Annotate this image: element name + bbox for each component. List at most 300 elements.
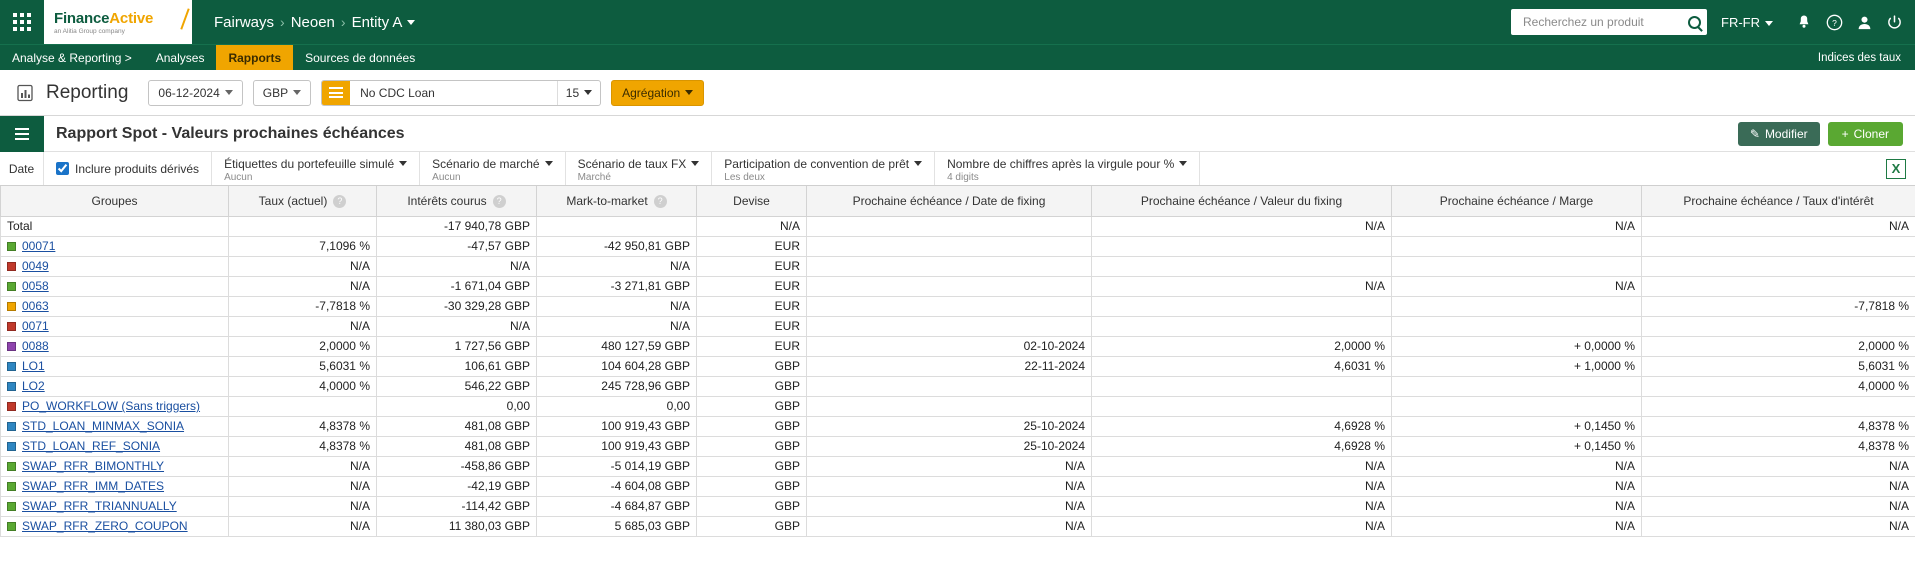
cell-mark-to-market: 245 728,96 GBP	[537, 376, 697, 396]
cell-mark-to-market: N/A	[537, 296, 697, 316]
group-color-swatch	[7, 382, 16, 391]
logo-main-part: Finance	[54, 9, 110, 27]
report-title: Rapport Spot - Valeurs prochaines échéances	[56, 124, 405, 142]
breadcrumb-separator: ›	[340, 14, 346, 30]
cell-taux-interet	[1642, 236, 1915, 256]
cell-devise: GBP	[697, 416, 807, 436]
group-color-swatch	[7, 362, 16, 371]
cell-marge: N/A	[1392, 476, 1642, 496]
cell-interets-courus: -47,57 GBP	[377, 236, 537, 256]
cell-marge: + 0,1450 %	[1392, 436, 1642, 456]
cell-mark-to-market: N/A	[537, 256, 697, 276]
breadcrumb-item-neoen[interactable]: Neoen	[290, 13, 335, 31]
apps-grid-icon[interactable]	[0, 0, 44, 44]
cell-valeur-du-fixing	[1092, 316, 1392, 336]
cell-mark-to-market: 0,00	[537, 396, 697, 416]
cell-devise: EUR	[697, 336, 807, 356]
include-derivatives-label: Inclure produits dérivés	[75, 161, 200, 176]
chevron-down-icon	[685, 90, 693, 95]
chevron-down-icon	[1765, 21, 1773, 26]
include-derivatives-filter[interactable]	[44, 152, 212, 185]
cell-groupe	[1, 376, 229, 396]
cell-mark-to-market	[537, 216, 697, 236]
group-color-swatch	[7, 402, 16, 411]
cell-taux-actuel: N/A	[229, 316, 377, 336]
cell-interets-courus: 0,00	[377, 396, 537, 416]
cell-date-de-fixing: 22-11-2024	[807, 356, 1092, 376]
filter-market-scenario[interactable]	[420, 152, 565, 185]
clone-label: Cloner	[1853, 126, 1889, 141]
nav-section-analyse-reporting[interactable]: Analyse & Reporting >	[12, 50, 132, 65]
cell-marge: + 1,0000 %	[1392, 356, 1642, 376]
report-header	[0, 116, 1915, 152]
top-bar-right	[1511, 0, 1915, 44]
cell-groupe	[1, 336, 229, 356]
cell-taux-actuel: N/A	[229, 496, 377, 516]
cell-interets-courus: -1 671,04 GBP	[377, 276, 537, 296]
filter-menu-icon[interactable]	[322, 81, 350, 105]
svg-text:?: ?	[1831, 17, 1837, 28]
cell-devise: GBP	[697, 376, 807, 396]
cell-taux-actuel: N/A	[229, 476, 377, 496]
table-row[interactable]	[1, 356, 1915, 376]
group-color-swatch	[7, 462, 16, 471]
logo-subtitle: an Alitia Group company	[54, 27, 125, 35]
group-color-swatch	[7, 322, 16, 331]
cell-valeur-du-fixing	[1092, 296, 1392, 316]
cell-mark-to-market: 100 919,43 GBP	[537, 436, 697, 456]
filter-fx-scenario-value: Marché	[577, 171, 611, 183]
logo[interactable]	[44, 0, 192, 44]
group-link[interactable]: SWAP_RFR_IMM_DATES	[22, 479, 165, 493]
breadcrumb-item-entity[interactable]	[352, 14, 416, 31]
column-label: Prochaine échéance / Date de fixing	[852, 193, 1046, 208]
page-title: Reporting	[46, 81, 129, 103]
filter-portfolio-tags-label: Étiquettes du portefeuille simulé	[224, 156, 395, 171]
help-icon[interactable]: ?	[333, 195, 346, 208]
cell-devise: GBP	[697, 476, 807, 496]
cell-taux-actuel: N/A	[229, 516, 377, 536]
breadcrumb-item-fairways[interactable]: Fairways	[214, 13, 275, 31]
include-derivatives-checkbox[interactable]	[56, 162, 69, 175]
excel-icon: X	[1886, 159, 1906, 179]
cell-taux-actuel: N/A	[229, 256, 377, 276]
modify-button[interactable]	[1738, 122, 1820, 146]
cell-taux-actuel: N/A	[229, 456, 377, 476]
cell-groupe	[1, 216, 229, 236]
cell-interets-courus: -42,19 GBP	[377, 476, 537, 496]
table-row[interactable]	[1, 316, 1915, 336]
chevron-down-icon	[1179, 161, 1187, 166]
cell-marge	[1392, 376, 1642, 396]
table-row[interactable]	[1, 216, 1915, 236]
cell-taux-interet: 4,0000 %	[1642, 376, 1915, 396]
cell-interets-courus: 481,08 GBP	[377, 416, 537, 436]
aggregation-button[interactable]	[611, 80, 704, 106]
cell-interets-courus: 11 380,03 GBP	[377, 516, 537, 536]
cell-valeur-du-fixing: 2,0000 %	[1092, 336, 1392, 356]
help-icon[interactable]: ?	[493, 195, 506, 208]
language-label: FR-FR	[1721, 14, 1760, 30]
group-link[interactable]: 0049	[22, 259, 49, 273]
filter-market-scenario-label: Scénario de marché	[432, 156, 540, 171]
date-value: 06-12-2024	[158, 85, 220, 100]
export-excel-button[interactable]	[1877, 152, 1915, 185]
table-row[interactable]	[1, 516, 1915, 536]
table-row[interactable]	[1, 276, 1915, 296]
column-header-interets-courus[interactable]	[377, 186, 537, 216]
cell-valeur-du-fixing: N/A	[1092, 216, 1392, 236]
cell-devise: N/A	[697, 216, 807, 236]
cell-devise: GBP	[697, 396, 807, 416]
cell-devise: EUR	[697, 276, 807, 296]
column-header-marge[interactable]	[1392, 186, 1642, 216]
cell-mark-to-market: -5 014,19 GBP	[537, 456, 697, 476]
cell-taux-interet: 4,8378 %	[1642, 416, 1915, 436]
cell-date-de-fixing	[807, 276, 1092, 296]
nav-item-sources-de-donnees[interactable]: Sources de données	[305, 50, 416, 65]
cell-date-de-fixing: 25-10-2024	[807, 416, 1092, 436]
group-link[interactable]: STD_LOAN_MINMAX_SONIA	[22, 419, 185, 433]
cell-date-de-fixing: 25-10-2024	[807, 436, 1092, 456]
cell-valeur-du-fixing	[1092, 396, 1392, 416]
group-color-swatch	[7, 502, 16, 511]
cell-groupe	[1, 516, 229, 536]
group-link[interactable]: SWAP_RFR_TRIANNUALLY	[22, 499, 177, 513]
top-bar	[0, 0, 1915, 44]
group-color-swatch	[7, 522, 16, 531]
cell-marge: N/A	[1392, 276, 1642, 296]
table-row[interactable]	[1, 456, 1915, 476]
nav-item-rapports[interactable]: Rapports	[216, 45, 293, 70]
cell-marge	[1392, 396, 1642, 416]
cell-interets-courus: 481,08 GBP	[377, 436, 537, 456]
group-link[interactable]: 0063	[22, 299, 49, 313]
column-label: Devise	[733, 193, 770, 208]
date-selector[interactable]	[148, 80, 242, 106]
search-input[interactable]	[1521, 14, 1688, 30]
cell-groupe	[1, 456, 229, 476]
column-label: Mark-to-market	[566, 193, 648, 208]
cell-marge	[1392, 296, 1642, 316]
cell-groupe	[1, 436, 229, 456]
group-link[interactable]: 0088	[22, 339, 49, 353]
column-label: Prochaine échéance / Taux d'intérêt	[1683, 193, 1874, 208]
cell-taux-actuel	[229, 216, 377, 236]
column-label: Prochaine échéance / Valeur du fixing	[1140, 193, 1343, 208]
report-document-icon	[14, 82, 36, 104]
cell-taux-interet: 5,6031 %	[1642, 356, 1915, 376]
cell-taux-actuel: 2,0000 %	[229, 336, 377, 356]
currency-value: GBP	[262, 85, 289, 100]
table-row[interactable]	[1, 436, 1915, 456]
filter-decimal-digits-value: 4 digits	[947, 171, 979, 183]
column-header-valeur-du-fixing[interactable]	[1092, 186, 1392, 216]
column-header-mark-to-market[interactable]	[537, 186, 697, 216]
cell-taux-interet	[1642, 256, 1915, 276]
table-row[interactable]	[1, 476, 1915, 496]
cell-groupe	[1, 296, 229, 316]
cell-taux-actuel: N/A	[229, 276, 377, 296]
cell-taux-actuel: 4,0000 %	[229, 376, 377, 396]
report-list-toggle[interactable]	[0, 116, 44, 152]
cell-marge: N/A	[1392, 456, 1642, 476]
group-color-swatch	[7, 482, 16, 491]
column-header-taux-actuel[interactable]	[229, 186, 377, 216]
cell-interets-courus: -114,42 GBP	[377, 496, 537, 516]
cell-valeur-du-fixing	[1092, 256, 1392, 276]
table-header-row	[1, 186, 1915, 216]
search-box[interactable]	[1511, 9, 1707, 35]
cell-mark-to-market: -4 684,87 GBP	[537, 496, 697, 516]
currency-selector[interactable]	[253, 80, 311, 106]
group-link[interactable]: SWAP_RFR_ZERO_COUPON	[22, 519, 188, 533]
chevron-down-icon	[293, 90, 301, 95]
report-table-container	[0, 186, 1915, 537]
cell-date-de-fixing	[807, 396, 1092, 416]
cell-date-de-fixing: N/A	[807, 476, 1092, 496]
cell-mark-to-market: 104 604,28 GBP	[537, 356, 697, 376]
modify-label: Modifier	[1764, 126, 1808, 141]
cell-valeur-du-fixing: N/A	[1092, 456, 1392, 476]
logo-accent-part: Active	[109, 9, 154, 27]
table-body	[1, 216, 1915, 536]
cell-devise: GBP	[697, 516, 807, 536]
main-nav	[0, 44, 1915, 70]
cell-valeur-du-fixing	[1092, 376, 1392, 396]
cell-taux-interet: 2,0000 %	[1642, 336, 1915, 356]
cell-taux-interet: -7,7818 %	[1642, 296, 1915, 316]
filter-count-value: 15	[565, 85, 580, 100]
chevron-down-icon	[545, 161, 553, 166]
cell-marge: N/A	[1392, 516, 1642, 536]
cell-valeur-du-fixing: N/A	[1092, 476, 1392, 496]
power-icon[interactable]	[1879, 0, 1909, 44]
cell-groupe	[1, 276, 229, 296]
table-row[interactable]	[1, 496, 1915, 516]
column-header-devise[interactable]	[697, 186, 807, 216]
cell-mark-to-market: -3 271,81 GBP	[537, 276, 697, 296]
cell-interets-courus: N/A	[377, 316, 537, 336]
cell-taux-interet: 4,8378 %	[1642, 436, 1915, 456]
filter-fx-scenario-label: Scénario de taux FX	[577, 156, 687, 171]
cell-interets-courus: -30 329,28 GBP	[377, 296, 537, 316]
filter-count-selector[interactable]	[557, 81, 600, 105]
cell-devise: GBP	[697, 456, 807, 476]
help-icon[interactable]	[1819, 0, 1849, 44]
cell-groupe	[1, 476, 229, 496]
column-label: Intérêts courus	[407, 193, 487, 208]
filter-strip	[0, 152, 1915, 186]
table-row[interactable]	[1, 336, 1915, 356]
breadcrumb	[214, 14, 415, 31]
chevron-down-icon	[399, 161, 407, 166]
cell-valeur-du-fixing	[1092, 236, 1392, 256]
cell-date-de-fixing: 02-10-2024	[807, 336, 1092, 356]
cell-date-de-fixing	[807, 376, 1092, 396]
chevron-down-icon	[914, 161, 922, 166]
cell-taux-actuel: 4,8378 %	[229, 436, 377, 456]
column-header-groupes[interactable]	[1, 186, 229, 216]
group-link[interactable]: LO1	[22, 359, 45, 373]
column-label: Groupes	[91, 193, 138, 208]
language-selector[interactable]	[1721, 15, 1773, 30]
cell-mark-to-market: 100 919,43 GBP	[537, 416, 697, 436]
group-link[interactable]: 0071	[22, 319, 49, 333]
cell-taux-interet: N/A	[1642, 476, 1915, 496]
cell-interets-courus: 106,61 GBP	[377, 356, 537, 376]
plus-icon: +	[1841, 126, 1849, 141]
cell-taux-interet	[1642, 276, 1915, 296]
column-label: Taux (actuel)	[258, 193, 328, 208]
cell-mark-to-market: N/A	[537, 316, 697, 336]
filter-loan-agreement-value: Les deux	[724, 171, 765, 183]
breadcrumb-entity-label: Entity A	[351, 13, 403, 31]
cell-marge: + 0,1450 %	[1392, 416, 1642, 436]
cell-valeur-du-fixing: 4,6928 %	[1092, 436, 1392, 456]
cell-devise: EUR	[697, 296, 807, 316]
cell-taux-actuel: 4,8378 %	[229, 416, 377, 436]
group-link[interactable]: PO_WORKFLOW (Sans triggers)	[22, 399, 201, 413]
cell-mark-to-market: -42 950,81 GBP	[537, 236, 697, 256]
cell-interets-courus: -17 940,78 GBP	[377, 216, 537, 236]
clone-button[interactable]	[1828, 122, 1903, 146]
cell-valeur-du-fixing: N/A	[1092, 496, 1392, 516]
group-link[interactable]: 0058	[22, 279, 49, 293]
group-color-swatch	[7, 442, 16, 451]
cell-mark-to-market: 5 685,03 GBP	[537, 516, 697, 536]
cell-valeur-du-fixing: N/A	[1092, 516, 1392, 536]
table-row[interactable]	[1, 296, 1915, 316]
table-row[interactable]	[1, 236, 1915, 256]
group-color-swatch	[7, 302, 16, 311]
cell-valeur-du-fixing: N/A	[1092, 276, 1392, 296]
cell-marge	[1392, 316, 1642, 336]
filter-loan-agreement-label: Participation de convention de prêt	[724, 156, 910, 171]
cell-date-de-fixing: N/A	[807, 456, 1092, 476]
cell-date-de-fixing	[807, 296, 1092, 316]
pencil-icon: ✎	[1749, 126, 1760, 141]
group-link[interactable]: LO2	[22, 379, 45, 393]
group-link[interactable]: STD_LOAN_REF_SONIA	[22, 439, 161, 453]
cell-devise: EUR	[697, 316, 807, 336]
cell-groupe	[1, 316, 229, 336]
breadcrumb-separator: ›	[280, 14, 285, 30]
filter-name[interactable]: No CDC Loan	[360, 85, 435, 100]
group-link[interactable]: SWAP_RFR_BIMONTHLY	[22, 459, 165, 473]
cell-interets-courus: N/A	[377, 256, 537, 276]
logo-text	[54, 10, 192, 27]
cell-marge	[1392, 236, 1642, 256]
portfolio-filter-bar	[321, 80, 601, 106]
column-header-date-de-fixing[interactable]	[807, 186, 1092, 216]
cell-date-de-fixing	[807, 236, 1092, 256]
cell-marge: N/A	[1392, 216, 1642, 236]
cell-taux-actuel	[229, 396, 377, 416]
cell-interets-courus: 1 727,56 GBP	[377, 336, 537, 356]
filter-decimal-digits[interactable]	[935, 152, 1200, 185]
group-color-swatch	[7, 282, 16, 291]
cell-interets-courus: -458,86 GBP	[377, 456, 537, 476]
filter-loan-agreement-participation[interactable]	[712, 152, 935, 185]
bell-icon[interactable]	[1789, 0, 1819, 44]
table-row[interactable]	[1, 256, 1915, 276]
chevron-down-icon	[407, 20, 415, 25]
cell-marge	[1392, 256, 1642, 276]
cell-devise: GBP	[697, 356, 807, 376]
cell-date-de-fixing: N/A	[807, 516, 1092, 536]
filter-strip-spacer	[1200, 152, 1877, 185]
group-label: Total	[7, 219, 33, 233]
filter-fx-scenario[interactable]	[566, 152, 713, 185]
chevron-down-icon	[584, 90, 592, 95]
column-label: Prochaine échéance / Marge	[1439, 193, 1594, 208]
cell-date-de-fixing	[807, 216, 1092, 236]
cell-taux-interet	[1642, 316, 1915, 336]
user-icon[interactable]	[1849, 0, 1879, 44]
cell-groupe	[1, 496, 229, 516]
cell-interets-courus: 546,22 GBP	[377, 376, 537, 396]
reporting-toolbar	[0, 70, 1915, 116]
nav-item-analyses[interactable]: Analyses	[155, 50, 205, 65]
cell-devise: GBP	[697, 436, 807, 456]
cell-taux-interet: N/A	[1642, 456, 1915, 476]
group-color-swatch	[7, 422, 16, 431]
cell-valeur-du-fixing: 4,6928 %	[1092, 416, 1392, 436]
group-color-swatch	[7, 262, 16, 271]
cell-date-de-fixing: N/A	[807, 496, 1092, 516]
group-color-swatch	[7, 342, 16, 351]
cell-taux-interet	[1642, 396, 1915, 416]
filter-portfolio-tags[interactable]	[212, 152, 420, 185]
column-header-taux-interet[interactable]	[1642, 186, 1915, 216]
cell-marge: N/A	[1392, 496, 1642, 516]
help-icon[interactable]: ?	[654, 195, 667, 208]
cell-devise: EUR	[697, 236, 807, 256]
cell-marge: + 0,0000 %	[1392, 336, 1642, 356]
cell-mark-to-market: -4 604,08 GBP	[537, 476, 697, 496]
report-table	[0, 186, 1915, 537]
aggregation-label: Agrégation	[622, 85, 681, 100]
table-row[interactable]	[1, 376, 1915, 396]
cell-taux-actuel: 7,1096 %	[229, 236, 377, 256]
cell-devise: GBP	[697, 496, 807, 516]
cell-taux-interet: N/A	[1642, 516, 1915, 536]
cell-groupe	[1, 256, 229, 276]
cell-date-de-fixing	[807, 316, 1092, 336]
cell-valeur-du-fixing: 4,6031 %	[1092, 356, 1392, 376]
filter-market-scenario-value: Aucun	[432, 171, 461, 183]
cell-taux-interet: N/A	[1642, 496, 1915, 516]
cell-groupe	[1, 396, 229, 416]
cell-groupe	[1, 356, 229, 376]
search-icon[interactable]	[1688, 16, 1701, 29]
table-row[interactable]	[1, 396, 1915, 416]
chevron-down-icon	[225, 90, 233, 95]
cell-devise: EUR	[697, 256, 807, 276]
filter-decimal-digits-label: Nombre de chiffres après la virgule pour %	[947, 156, 1175, 171]
cell-groupe	[1, 416, 229, 436]
cell-taux-actuel: -7,7818 %	[229, 296, 377, 316]
nav-item-indices-des-taux[interactable]: Indices des taux	[1817, 51, 1901, 64]
cell-date-de-fixing	[807, 256, 1092, 276]
cell-taux-actuel: 5,6031 %	[229, 356, 377, 376]
cell-groupe	[1, 236, 229, 256]
group-color-swatch	[7, 242, 16, 251]
filter-date-label: Date	[0, 152, 44, 185]
group-link[interactable]: 00071	[22, 239, 56, 253]
table-row[interactable]	[1, 416, 1915, 436]
